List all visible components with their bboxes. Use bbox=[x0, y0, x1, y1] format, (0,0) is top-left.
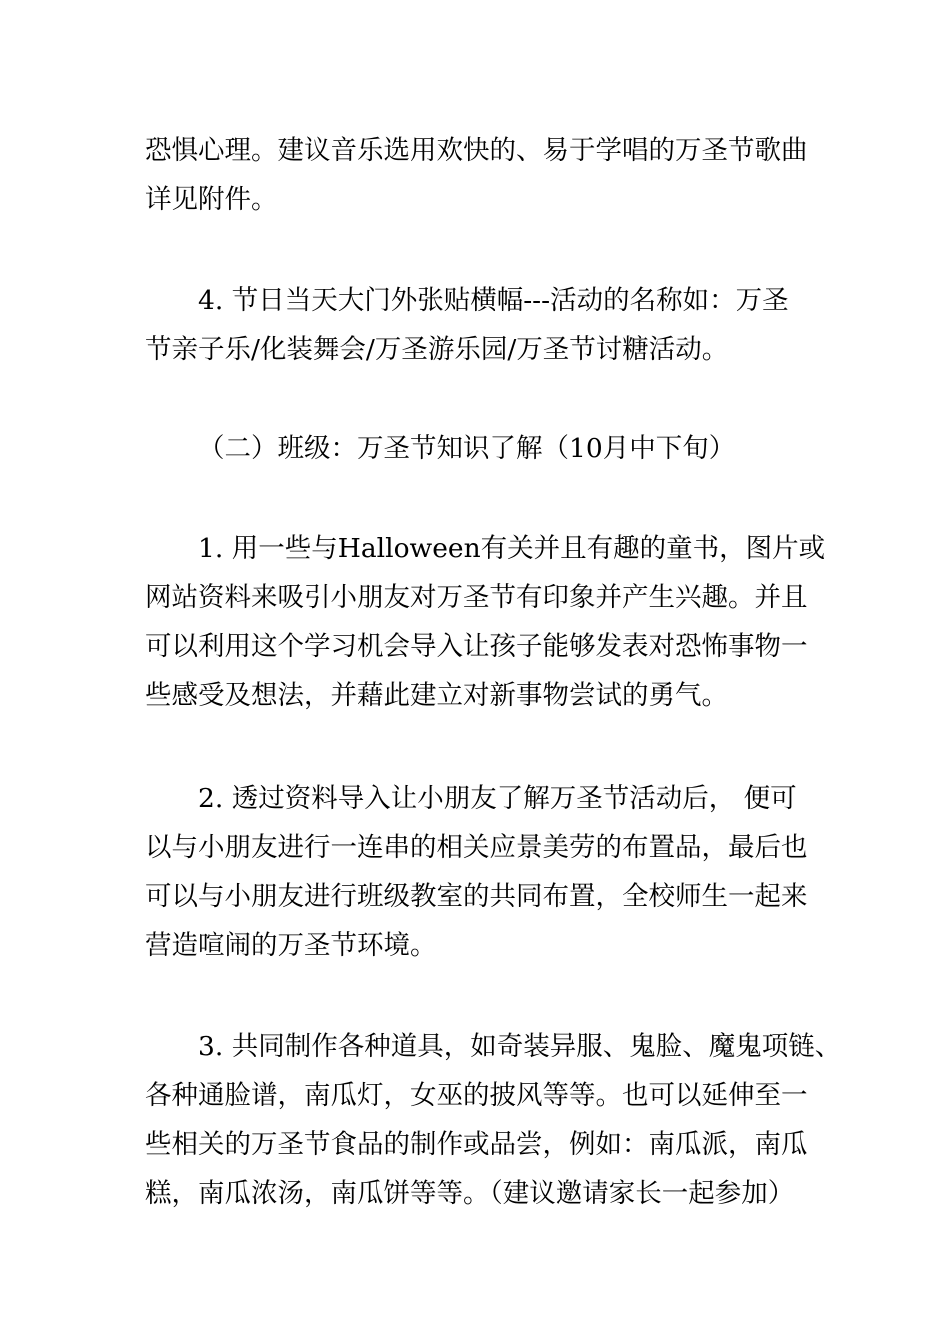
text-line: 2. 透过资料导入让小朋友了解万圣节活动后， 便可 bbox=[198, 783, 797, 814]
text-line: 4. 节日当天大门外张贴横幅---活动的名称如：万圣 bbox=[198, 285, 789, 316]
text-line: 3. 共同制作各种道具，如奇装异服、鬼脸、魔鬼项链、 bbox=[198, 1031, 842, 1062]
text-line: 恐惧心理。建议音乐选用欢快的、易于学唱的万圣节歌曲 bbox=[145, 135, 808, 166]
text-line: 详见附件。 bbox=[145, 184, 278, 215]
text-line: 节亲子乐/化装舞会/万圣游乐园/万圣节讨糖活动。 bbox=[145, 334, 729, 365]
text-line: 可以与小朋友进行班级教室的共同布置，全校师生一起来 bbox=[145, 881, 808, 912]
text-line: 网站资料来吸引小朋友对万圣节有印象并产生兴趣。并且 bbox=[145, 582, 808, 613]
text-line: 糕，南瓜浓汤，南瓜饼等等。（建议邀请家长一起参加） bbox=[145, 1178, 795, 1209]
paragraph-item-1 bbox=[145, 524, 835, 720]
text-line: 1. 用一些与Halloween有关并且有趣的童书，图片或 bbox=[198, 533, 826, 564]
text-line: 些感受及想法，并藉此建立对新事物尝试的勇气。 bbox=[145, 680, 728, 711]
paragraph-item-4 bbox=[145, 276, 835, 374]
paragraph-item-3 bbox=[145, 1022, 842, 1218]
paragraph-continuation bbox=[145, 126, 835, 224]
text-line: 以与小朋友进行一连串的相关应景美劳的布置品，最后也 bbox=[145, 832, 808, 863]
paragraph-item-2 bbox=[145, 774, 835, 970]
text-line: 些相关的万圣节食品的制作或品尝，例如：南瓜派，南瓜 bbox=[145, 1129, 808, 1160]
section-heading bbox=[145, 424, 835, 473]
text-line: 可以利用这个学习机会导入让孩子能够发表对恐怖事物一 bbox=[145, 631, 808, 662]
text-line: 各种通脸谱，南瓜灯，女巫的披风等等。也可以延伸至一 bbox=[145, 1080, 808, 1111]
text-line: 营造喧闹的万圣节环境。 bbox=[145, 930, 437, 961]
section-title: （二）班级：万圣节知识了解（10月中下旬） bbox=[198, 433, 736, 464]
